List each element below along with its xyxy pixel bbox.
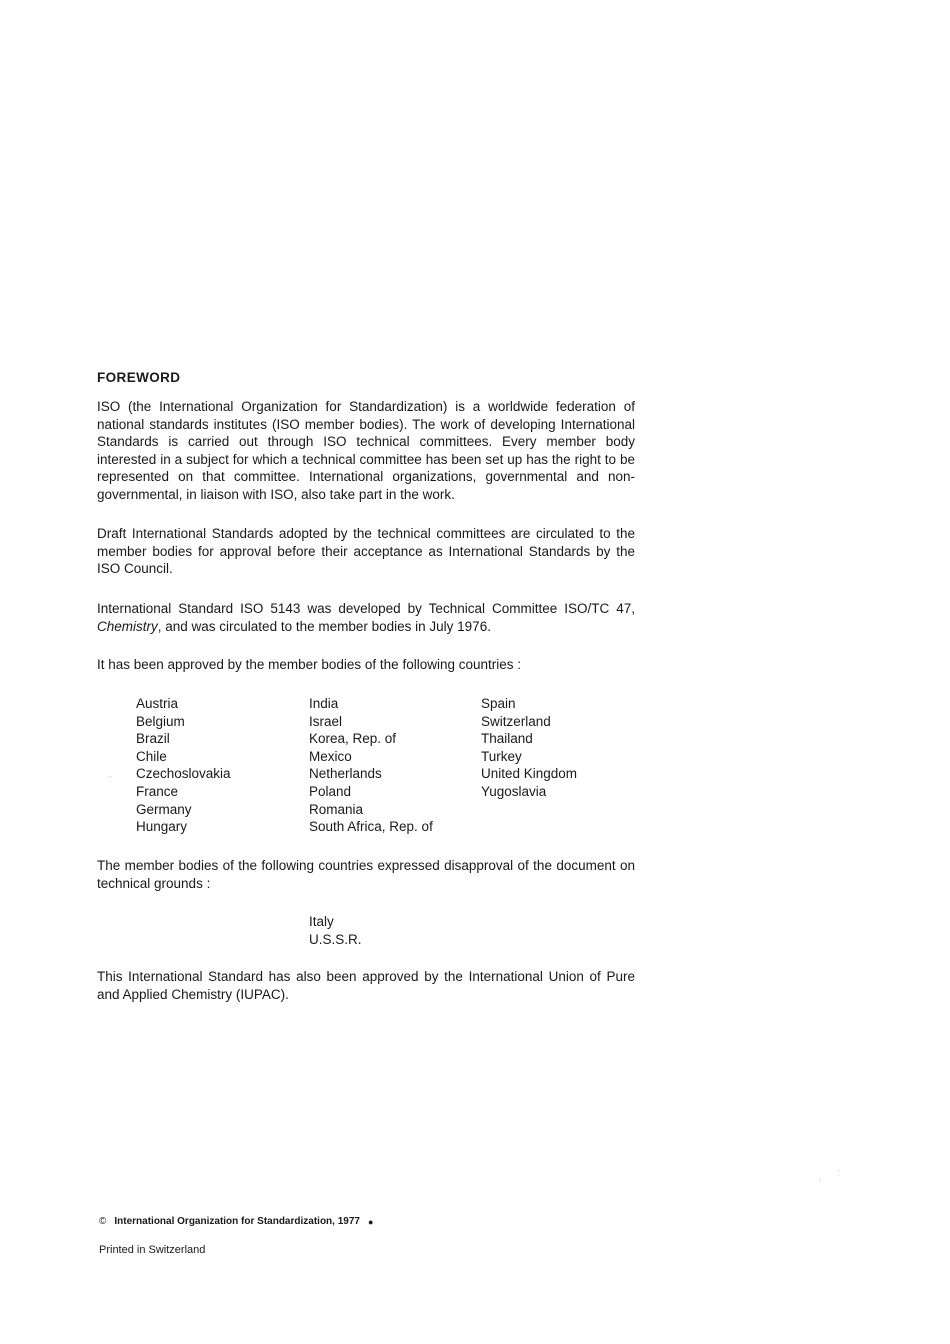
foreword-paragraph-approval-intro: It has been approved by the member bodies of the following countries :	[97, 657, 522, 672]
foreword-heading: FOREWORD	[97, 370, 181, 385]
development-text-start: International Standard ISO 5143 was developed by Technical Committee ISO/TC 47,	[97, 601, 635, 616]
country-item: Mexico	[309, 748, 352, 764]
country-item: Italy	[309, 914, 334, 929]
approving-countries-column-3	[481, 695, 577, 801]
country-item: France	[136, 783, 179, 799]
foreword-paragraph-draft-standards: Draft International Standards adopted by the technical committees are circulated to the member bodies for approval before their acceptance as International Standards by the ISO Council.	[97, 526, 635, 577]
scan-speck	[820, 1180, 821, 1181]
disapproving-countries-list	[309, 913, 362, 948]
committee-name-italic: Chemistry	[97, 618, 158, 634]
approving-countries-column-1	[136, 695, 231, 836]
country-item: U.S.S.R.	[309, 931, 362, 947]
country-item: Brazil	[136, 731, 170, 747]
country-item: Poland	[309, 783, 352, 799]
country-item: Chile	[136, 748, 167, 764]
country-item: Korea, Rep. of	[309, 731, 397, 747]
country-item: Czechoslovakia	[136, 766, 231, 782]
foreword-paragraph-disapproval-intro: The member bodies of the following countries expressed disapproval of the document on technical grounds :	[97, 858, 635, 891]
country-item: India	[309, 696, 339, 711]
country-item: Netherlands	[309, 766, 382, 782]
country-item: Hungary	[136, 819, 188, 835]
bullet-icon: ●	[367, 1216, 374, 1227]
country-item: South Africa, Rep. of	[309, 819, 433, 835]
country-item: Romania	[309, 801, 364, 817]
country-item: Turkey	[481, 748, 522, 764]
scan-speck	[110, 776, 111, 777]
copyright-icon: ©	[99, 1216, 107, 1227]
country-item: Belgium	[136, 713, 185, 729]
printed-location: Printed in Switzerland	[99, 1244, 206, 1256]
country-item: United Kingdom	[481, 766, 578, 782]
country-item: Spain	[481, 696, 516, 711]
country-item: Thailand	[481, 731, 533, 747]
country-item: Yugoslavia	[481, 783, 547, 799]
country-item: Austria	[136, 696, 179, 711]
foreword-paragraph-development	[97, 600, 635, 635]
copyright-text: International Organization for Standardization, 1977	[114, 1216, 360, 1227]
scan-speck	[838, 1170, 839, 1171]
development-text-end: , and was circulated to the member bodies in July 1976.	[157, 618, 491, 634]
approving-countries-column-2	[309, 695, 433, 836]
copyright-line	[99, 1216, 373, 1227]
foreword-paragraph-iupac: This International Standard has also been approved by the International Union of Pure and Applied Chemistry (IUPAC).	[97, 969, 635, 1002]
country-item: Israel	[309, 713, 343, 729]
foreword-paragraph-iso-description: ISO (the International Organization for Standardization) is a worldwide federation of national standards institutes (ISO member bodies). The work of developing International Standards is carried out through ISO technical committees. Every member body interested in a subject for which a technical committee has been set up has the right to be represented on that committee. International organizations, governmental and non-governmental, in liaison with ISO, also take part in the work.	[97, 399, 635, 502]
country-item: Germany	[136, 801, 192, 817]
country-item: Switzerland	[481, 713, 551, 729]
